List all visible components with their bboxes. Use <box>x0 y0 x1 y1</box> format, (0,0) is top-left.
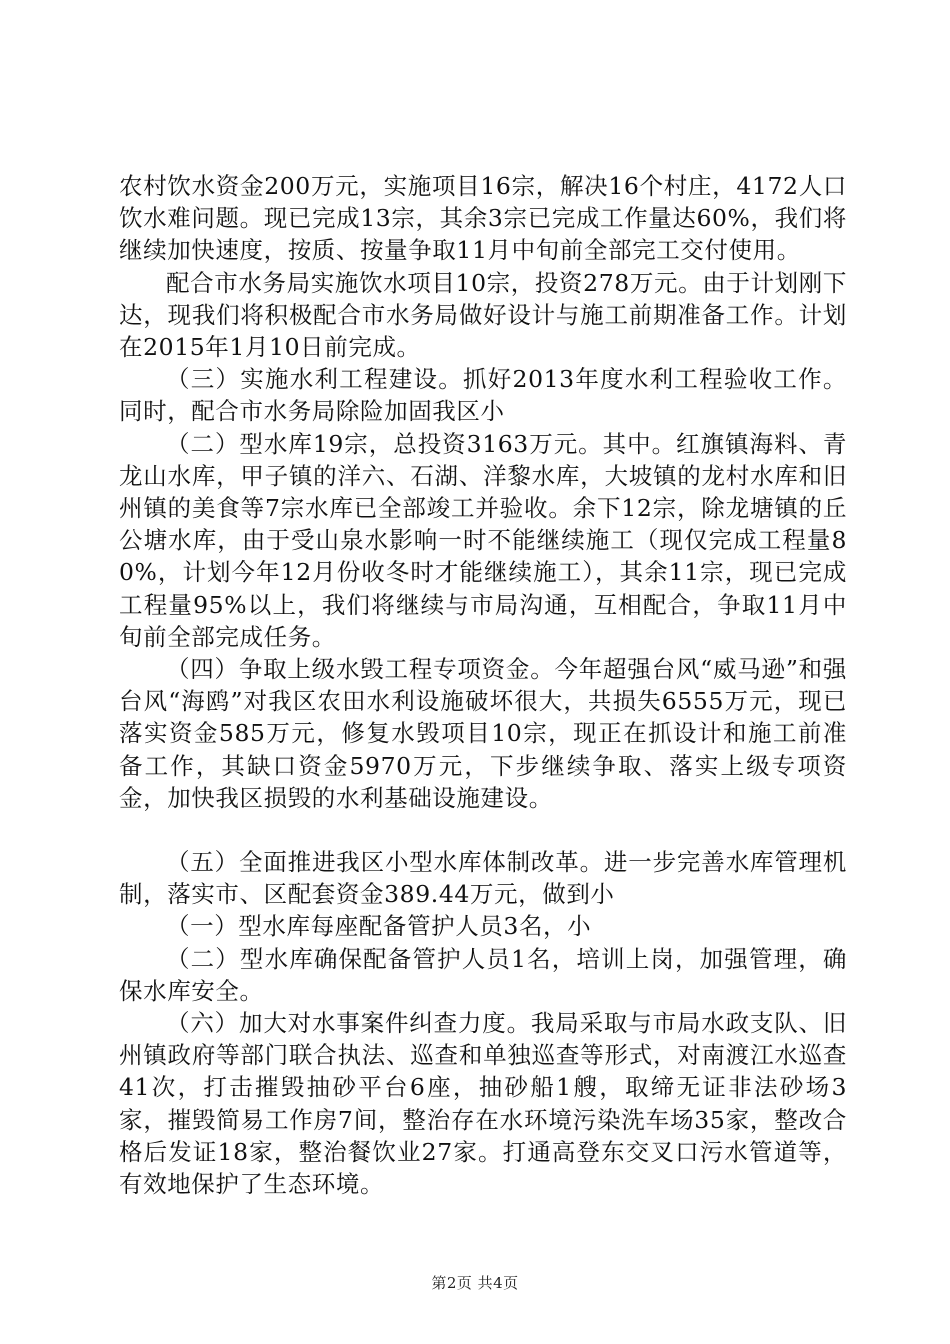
paragraph-reservoirs: （二）型水库19宗，总投资3163万元。其中。红旗镇海料、青龙山水库，甲子镇的洋六、石湖、洋黎水库，大坡镇的龙村水库和旧州镇的美食等7宗水库已全部竣工并验收。余下12宗，除龙塘镇的丘公塘水库，由于受山泉水影响一时不能继续施工（现仅完成工程量80%，计划今年12月份收冬时才能继续施工），其余11宗，现已完成工程量95%以上，我们将继续与市局沟通，互相配合，争取11月中旬前全部完成任务。 <box>119 429 847 651</box>
paragraph-water-projects: 配合市水务局实施饮水项目10宗，投资278万元。由于计划刚下达，现我们将积极配合市水务局做好设计与施工前期准备工作。计划在2015年1月10日前完成。 <box>119 268 847 362</box>
page-footer: 第2页 共4页 <box>431 1274 519 1292</box>
document-body <box>119 170 847 1200</box>
paragraph-spacer <box>119 814 847 846</box>
paragraph-rural-water-funds: 农村饮水资金200万元，实施项目16宗，解决16个村庄，4172人口饮水难问题。现已完成13宗，其余3宗已完成工作量达60%，我们将继续加快速度，按质、按量争取11月中旬前全部完工交付使用。 <box>119 172 847 265</box>
paragraph-staffing-2: （二）型水库确保配备管护人员1名，培训上岗，加强管理，确保水库安全。 <box>119 944 847 1005</box>
paragraph-section-4: （四）争取上级水毁工程专项资金。今年超强台风“威马逊”和强台风“海鸥”对我区农田水利设施破坏很大，共损失6555万元，现已落实资金585万元，修复水毁项目10宗，现正在抓设计和施工前准备工作，其缺口资金5970万元，下步继续争取、落实上级专项资金，加快我区损毁的水利基础设施建设。 <box>119 655 847 812</box>
paragraph-section-5: （五）全面推进我区小型水库体制改革。进一步完善水库管理机制，落实市、区配套资金389.44万元，做到小 <box>119 848 847 909</box>
paragraph-staffing-1: （一）型水库每座配备管护人员3名，小 <box>166 912 592 941</box>
paragraph-section-3: （三）实施水利工程建设。抓好2013年度水利工程验收工作。同时，配合市水务局除险加固我区小 <box>119 365 847 426</box>
paragraph-section-6: （六）加大对水事案件纠查力度。我局采取与市局水政支队、旧州镇政府等部门联合执法、巡查和单独巡查等形式，对南渡江水巡查41次，打击摧毁抽砂平台6座，抽砂船1艘，取缔无证非法砂场3家，摧毁简易工作房7间，整治存在水环境污染洗车场35家，整改合格后发证18家，整治餐饮业27家。打通高登东交叉口污水管道等，有效地保护了生态环境。 <box>119 1009 848 1199</box>
